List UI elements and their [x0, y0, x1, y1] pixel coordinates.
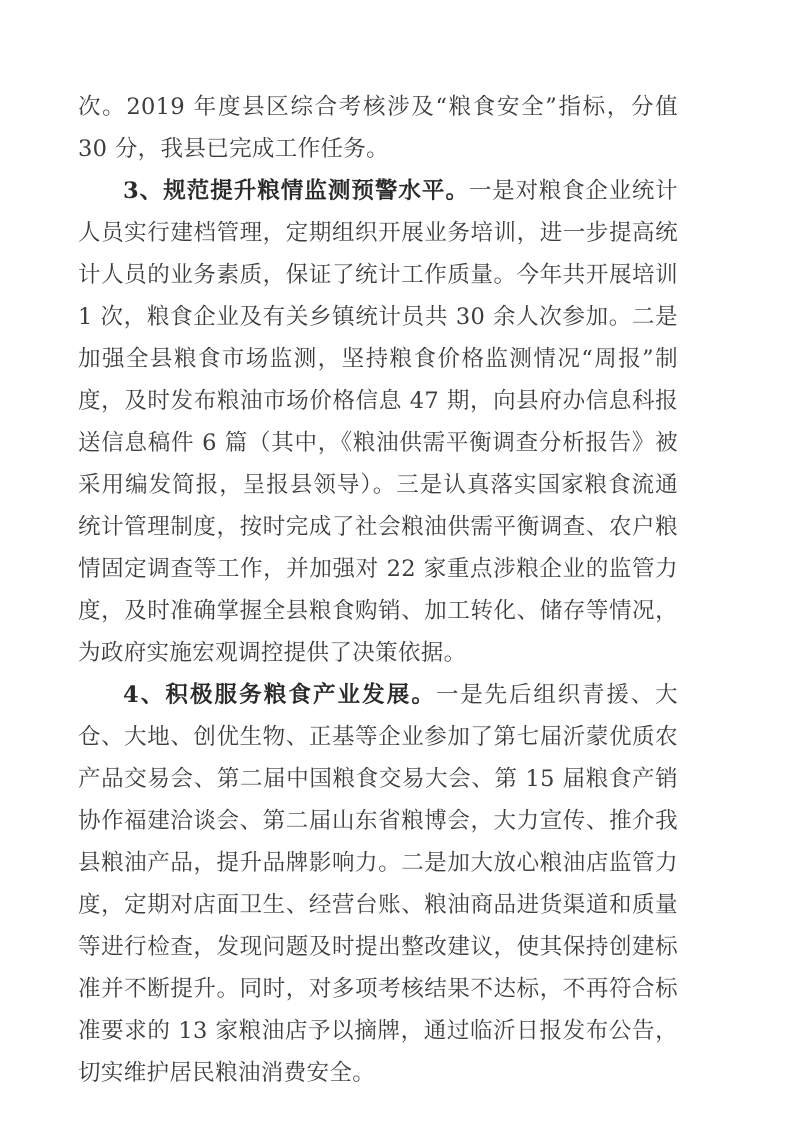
paragraph-section-3	[78, 170, 678, 674]
section-body-3: 一是对粮食企业统计人员实行建档管理，定期组织开展业务培训，进一步提高统计人员的业务素质，保证了统计工作质量。今年共开展培训 1 次，粮食企业及有关乡镇统计员共 30 余人次参加。二是加强全县粮食市场监测，坚持粮食价格监测情况“周报”制度，及时发布粮油市场价格信息 47 期，向县府办信息科报送信息稿件 6 篇（其中，《粮油供需平衡调查分析报告》被采用编发简报，呈报县领导）。三是认真落实国家粮食流通统计管理制度，按时完成了社会粮油供需平衡调查、农户粮情固定调查等工作，并加强对 22 家重点涉粮企业的监管力度，及时准确掌握全县粮食购销、加工转化、储存等情况，为政府实施宏观调控提供了决策依据。	[78, 178, 679, 666]
section-heading-3: 3、规范提升粮情监测预警水平。	[123, 178, 469, 204]
paragraph-section-4	[78, 674, 678, 1094]
document-text-column	[78, 86, 678, 1094]
paragraph-text: 次。2019 年度县区综合考核涉及“粮食安全”指标，分值 30 分，我县已完成工作任务。	[78, 94, 678, 162]
paragraph-continued	[78, 86, 678, 170]
section-body-4: 一是先后组织青援、大仓、大地、创优生物、正基等企业参加了第七届沂蒙优质农产品交易会、第二届中国粮食交易大会、第 15 届粮食产销协作福建洽谈会、第二届山东省粮博会，大力宣传、推介我县粮油产品，提升品牌影响力。二是加大放心粮油店监管力度，定期对店面卫生、经营台账、粮油商品进货渠道和质量等进行检查，发现问题及时提出整改建议，使其保持创建标准并不断提升。同时，对多项考核结果不达标，不再符合标准要求的 13 家粮油店予以摘牌，通过临沂日报发布公告，切实维护居民粮油消费安全。	[78, 682, 678, 1086]
section-heading-4: 4、积极服务粮食产业发展。	[123, 682, 436, 708]
